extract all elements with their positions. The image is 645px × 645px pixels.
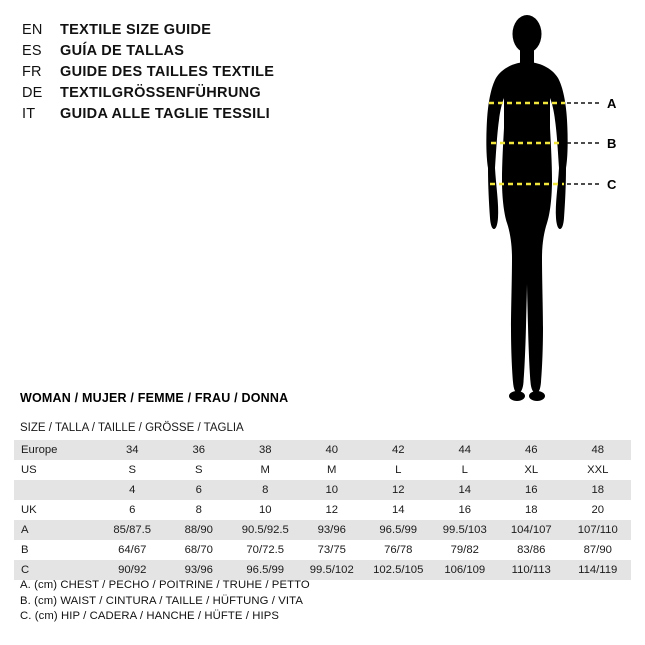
marker-label-a: A [607, 96, 617, 111]
table-row-us-numeric [14, 480, 631, 500]
language-code-es: ES [22, 43, 42, 59]
cell-uk-4: 12 [299, 500, 366, 520]
header-row-fr [22, 62, 442, 83]
cell-a-8: 107/110 [565, 520, 632, 540]
cell-usnum-6: 14 [432, 480, 499, 500]
row-label-us-numeric [14, 480, 99, 500]
row-label-europe: Europe [14, 440, 99, 460]
cell-europe-4: 40 [299, 440, 366, 460]
cell-c-7: 110/113 [498, 560, 565, 580]
cell-us-6: L [432, 460, 499, 480]
cell-europe-2: 36 [166, 440, 233, 460]
cell-usnum-4: 10 [299, 480, 366, 500]
header-language-titles [22, 20, 442, 125]
cell-usnum-5: 12 [365, 480, 432, 500]
cell-europe-1: 34 [99, 440, 166, 460]
language-code-fr: FR [22, 64, 42, 80]
header-row-it [22, 104, 442, 125]
cell-b-2: 68/70 [166, 540, 233, 560]
marker-label-c: C [607, 177, 617, 192]
size-table-wrapper [14, 440, 631, 580]
cell-uk-8: 20 [565, 500, 632, 520]
size-table [14, 440, 631, 580]
cell-europe-5: 42 [365, 440, 432, 460]
language-code-de: DE [22, 85, 43, 101]
cell-europe-7: 46 [498, 440, 565, 460]
cell-usnum-3: 8 [232, 480, 299, 500]
cell-uk-1: 6 [99, 500, 166, 520]
table-row-b [14, 540, 631, 560]
cell-uk-2: 8 [166, 500, 233, 520]
row-label-c: C [14, 560, 99, 580]
row-label-uk: UK [14, 500, 99, 520]
legend-waist: B. (cm) WAIST / CINTURA / TAILLE / HÜFTUNG / VITA [20, 594, 303, 607]
marker-label-b: B [607, 136, 617, 151]
cell-b-8: 87/90 [565, 540, 632, 560]
language-code-en: EN [22, 22, 43, 38]
measurement-legend [20, 578, 440, 625]
cell-c-6: 106/109 [432, 560, 499, 580]
cell-europe-3: 38 [232, 440, 299, 460]
row-label-a: A [14, 520, 99, 540]
cell-us-7: XL [498, 460, 565, 480]
cell-a-4: 93/96 [299, 520, 366, 540]
guide-title-it: GUIDA ALLE TAGLIE TESSILI [60, 106, 270, 122]
cell-usnum-7: 16 [498, 480, 565, 500]
cell-c-3: 96.5/99 [232, 560, 299, 580]
cell-a-6: 99.5/103 [432, 520, 499, 540]
cell-c-4: 99.5/102 [299, 560, 366, 580]
legend-chest: A. (cm) CHEST / PECHO / POITRINE / TRUHE / PETTO [20, 579, 310, 591]
marker-leader-lines [567, 103, 600, 184]
cell-b-5: 76/78 [365, 540, 432, 560]
table-row-us [14, 460, 631, 480]
cell-b-3: 70/72.5 [232, 540, 299, 560]
cell-usnum-8: 18 [565, 480, 632, 500]
row-label-us: US [14, 460, 99, 480]
cell-b-1: 64/67 [99, 540, 166, 560]
cell-usnum-2: 6 [166, 480, 233, 500]
cell-b-7: 83/86 [498, 540, 565, 560]
cell-uk-3: 10 [232, 500, 299, 520]
table-row-europe [14, 440, 631, 460]
cell-c-8: 114/119 [565, 560, 632, 580]
cell-us-4: M [299, 460, 366, 480]
cell-a-7: 104/107 [498, 520, 565, 540]
body-silhouette-figure [455, 8, 630, 408]
cell-us-3: M [232, 460, 299, 480]
cell-uk-7: 18 [498, 500, 565, 520]
cell-us-1: S [99, 460, 166, 480]
table-row-a [14, 520, 631, 540]
cell-us-5: L [365, 460, 432, 480]
cell-a-1: 85/87.5 [99, 520, 166, 540]
cell-a-5: 96.5/99 [365, 520, 432, 540]
cell-europe-8: 48 [565, 440, 632, 460]
silhouette-shape [486, 15, 567, 401]
cell-b-6: 79/82 [432, 540, 499, 560]
guide-title-es: GUÍA DE TALLAS [60, 43, 185, 59]
cell-europe-6: 44 [432, 440, 499, 460]
size-label: SIZE / TALLA / TAILLE / GRÖSSE / TAGLIA [20, 422, 244, 434]
guide-title-en: TEXTILE SIZE GUIDE [60, 22, 212, 38]
header-row-de [22, 83, 442, 104]
guide-title-fr: GUIDE DES TAILLES TEXTILE [60, 64, 275, 80]
legend-hip: C. (cm) HIP / CADERA / HANCHE / HÜFTE / HIPS [20, 610, 280, 622]
table-row-uk [14, 500, 631, 520]
row-label-b: B [14, 540, 99, 560]
cell-usnum-1: 4 [99, 480, 166, 500]
header-row-en [22, 20, 442, 41]
cell-c-5: 102.5/105 [365, 560, 432, 580]
cell-uk-5: 14 [365, 500, 432, 520]
cell-uk-6: 16 [432, 500, 499, 520]
group-label-woman: WOMAN / MUJER / FEMME / FRAU / DONNA [20, 391, 289, 405]
header-row-es [22, 41, 442, 62]
cell-us-2: S [166, 460, 233, 480]
cell-us-8: XXL [565, 460, 632, 480]
table-row-c [14, 560, 631, 580]
cell-a-3: 90.5/92.5 [232, 520, 299, 540]
cell-a-2: 88/90 [166, 520, 233, 540]
cell-c-2: 93/96 [166, 560, 233, 580]
cell-c-1: 90/92 [99, 560, 166, 580]
cell-b-4: 73/75 [299, 540, 366, 560]
guide-title-de: TEXTILGRÖSSENFÜHRUNG [60, 85, 261, 101]
language-code-it: IT [22, 106, 36, 122]
